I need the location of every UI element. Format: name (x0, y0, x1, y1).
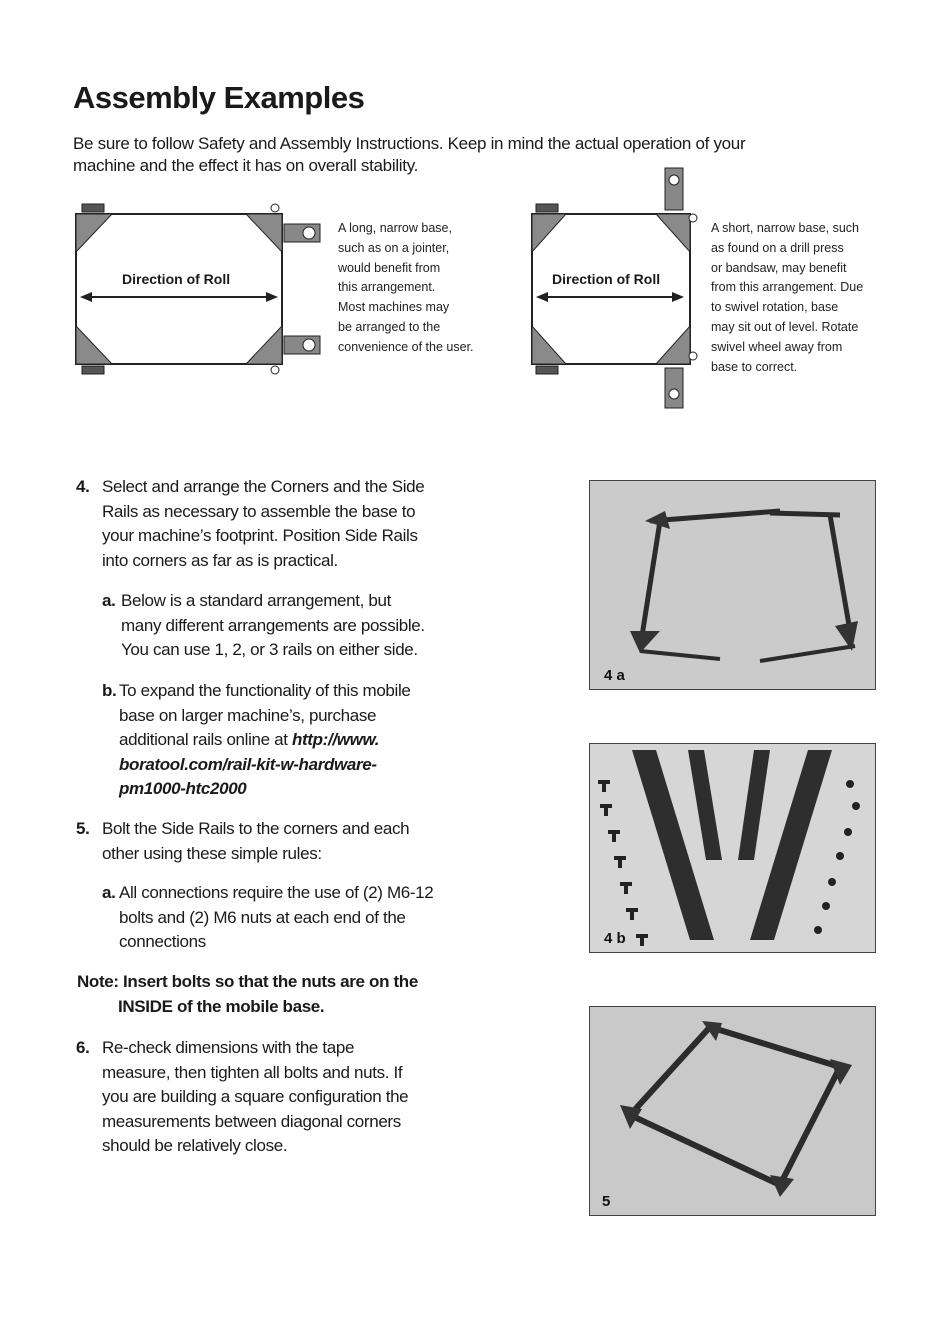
step-6-text: Re-check dimensions with the tape measure, then tighten all bolts and nuts. If you are building a square configuration the measurements between diagonal corners should be relatively close. (102, 1038, 409, 1156)
diagram-1-note: A long, narrow base, such as on a jointer, would benefit from this arrangement. Most machines may be arranged to the convenience of the user. (338, 221, 474, 354)
step-5a-letter: a. (102, 883, 116, 902)
step-6-number: 6. (76, 1038, 90, 1057)
step-4a-letter: a. (102, 591, 116, 610)
diagram-short-narrow-base (520, 166, 700, 410)
rail-kit-url-link-cont[interactable]: boratool.com/rail-kit-w-hardware- (119, 754, 377, 774)
step-5-text: Bolt the Side Rails to the corners and each other using these simple rules: (102, 819, 410, 863)
photo-5 (589, 1006, 876, 1216)
photo-4a-label: 4 a (604, 667, 625, 684)
step-5-number: 5. (76, 819, 90, 838)
photo-4b (589, 743, 876, 953)
step-4b-letter: b. (102, 681, 117, 700)
photo-5-label: 5 (602, 1193, 611, 1210)
page-title: Assembly Examples (73, 80, 365, 115)
step-4-text: Select and arrange the Corners and the Side Rails as necessary to assemble the base to your machine’s footprint. Position Side Rails into corners as far as is practical. (102, 477, 425, 570)
rail-kit-url-link-end[interactable]: pm1000-htc2000 (119, 779, 247, 799)
step-4a-text: Below is a standard arrangement, but many different arrangements are possible. You can use 1, 2, or 3 rails on either side. (121, 591, 425, 660)
nut-placement-note: Note: Insert bolts so that the nuts are on the INSIDE of the mobile base. (77, 972, 418, 1016)
diagram-1-label: Direction of Roll (122, 271, 231, 287)
intro-paragraph (73, 133, 833, 177)
intro-line-2: machine and the effect it has on overall stability. (73, 156, 419, 175)
step-5a-text: All connections require the use of (2) M6-12 bolts and (2) M6 nuts at each end of the connections (119, 883, 434, 952)
photo-4a (589, 480, 876, 690)
step-4b-text: To expand the functionality of this mobile base on larger machine’s, purchase additional rails online at http://www. boratool.com/rail-kit-w-hardware- pm1000-htc2000 (119, 679, 410, 802)
diagram-long-narrow-base (62, 196, 332, 378)
intro-line-1: Be sure to follow Safety and Assembly Instructions. Keep in mind the actual operation of your (73, 134, 746, 153)
diagram-2-note: A short, narrow base, such as found on a drill press or bandsaw, may benefit from this arrangement. Due to swivel rotation, base may sit out of level. Rotate swivel wheel away from base to correct. (711, 221, 864, 374)
step-4-number: 4. (76, 477, 90, 496)
mobile-base-frame-photo (590, 481, 875, 689)
assembled-base-photo (590, 1007, 875, 1215)
diagram-2-label: Direction of Roll (552, 271, 661, 287)
rails-and-hardware-photo (590, 744, 875, 952)
photo-4b-label: 4 b (604, 930, 626, 947)
rail-kit-url-link[interactable]: http://www. (291, 730, 380, 750)
